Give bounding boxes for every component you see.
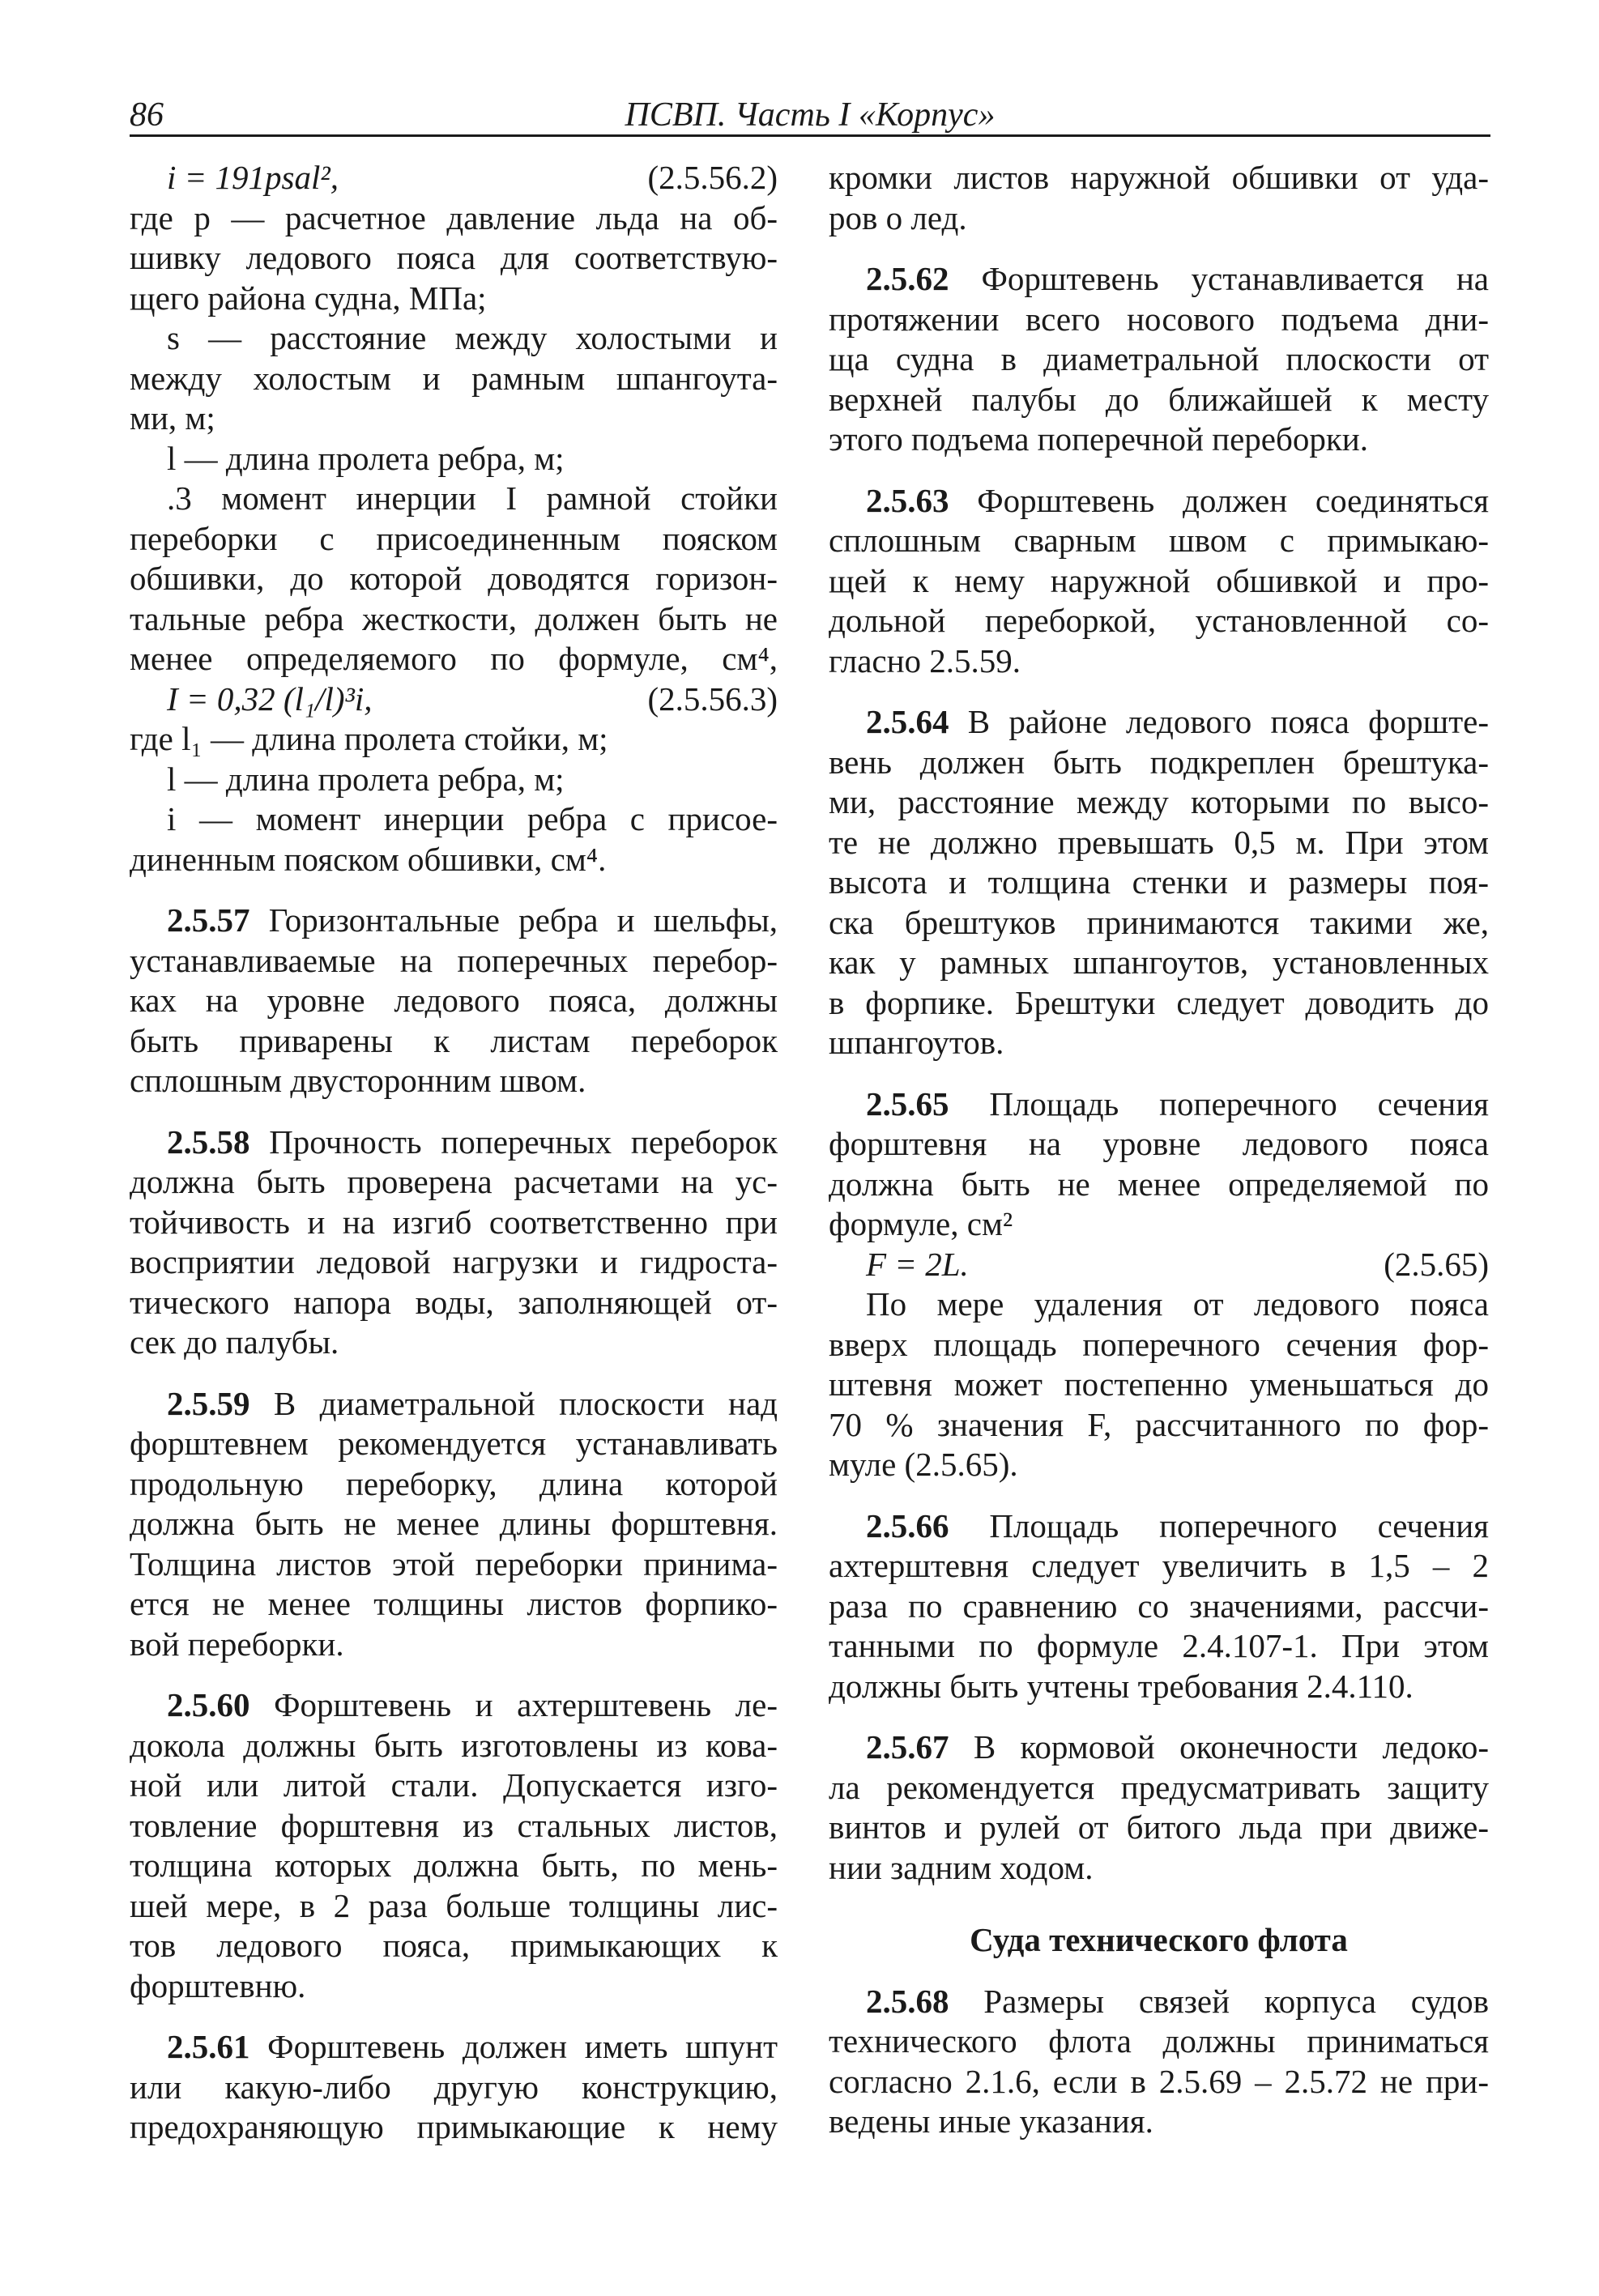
text-line: восприятии ледовой нагрузки и гидроста- <box>130 1243 778 1280</box>
text-line: переборки с присоединенным пояском <box>130 519 778 557</box>
text-line: как у рамных шпангоутов, установленных <box>829 944 1489 981</box>
text-line: s — расстояние между холостыми и <box>167 319 778 356</box>
text-line: высота и толщина стенки и размеры поя- <box>829 863 1489 901</box>
text-line: тов ледового пояса, примыкающих к <box>130 1927 778 1964</box>
section-number: 2.5.66 <box>866 1506 949 1544</box>
text-line: докола должны быть изготовлены из кова- <box>130 1726 778 1764</box>
section-2-5-65 <box>829 1084 1489 1245</box>
text-line: щего района судна, МПа; <box>130 279 487 317</box>
text-line: ми, м; <box>130 399 215 437</box>
text-line: быть приварены к листам переборок <box>130 1021 778 1059</box>
paragraph-i-definition <box>130 799 778 880</box>
text-line: протяжении всего носового подъема дни- <box>829 300 1489 338</box>
text-line: 2.5.59 В диаметральной плоскости над <box>167 1384 778 1422</box>
text-line: 2.5.61 Форштевень должен иметь шпунт <box>167 2028 778 2065</box>
section-2-5-67 <box>829 1727 1489 1888</box>
page-header <box>130 87 1490 138</box>
text-line: 2.5.67 В кормовой оконечности ледоко- <box>866 1728 1490 1766</box>
text-line: этого подъема поперечной переборки. <box>829 420 1368 458</box>
text-line: должна быть не менее определяемой по <box>829 1165 1489 1203</box>
text-line: форштевню. <box>130 1966 306 2004</box>
section-number: 2.5.60 <box>167 1686 250 1723</box>
text-line: 2.5.68 Размеры связей корпуса судов <box>866 1982 1490 2020</box>
text-line: между холостым и рамным шпангоута- <box>130 359 778 397</box>
text-line: тойчивость и на изгиб соответственно при <box>130 1203 778 1241</box>
text-line: Толщина листов этой переборки принима- <box>130 1544 778 1582</box>
text-line: муле (2.5.65). <box>829 1446 1018 1483</box>
equation-formula: I = 0,32 (l₁/l)³i, <box>167 679 373 718</box>
paragraph-l1-definition <box>130 719 778 760</box>
section-number: 2.5.59 <box>167 1384 250 1422</box>
text-line: ках на уровне ледового пояса, должны <box>130 982 778 1019</box>
section-2-5-64 <box>829 702 1489 1063</box>
paragraph-l-definition <box>130 439 778 479</box>
text-line: обшивки, до которой доводятся горизон- <box>130 560 778 597</box>
text-line: верхней палубы до ближайшей к месту <box>829 380 1489 418</box>
text-line: должна быть не менее длины форштевня. <box>130 1505 778 1542</box>
text-line: вой переборки. <box>130 1625 344 1663</box>
text-line: 2.5.66 Площадь поперечного сечения <box>866 1506 1490 1544</box>
section-number: 2.5.65 <box>866 1084 949 1122</box>
paragraph-p-definition <box>130 198 778 319</box>
section-2-5-68 <box>829 1982 1489 2142</box>
equation-number: (2.5.56.3) <box>647 679 778 718</box>
text-line: l — длина пролета ребра, м; <box>167 760 565 798</box>
text-line: должны быть учтены требования 2.4.110. <box>829 1667 1414 1705</box>
text-line: 2.5.58 Прочность поперечных переборок <box>167 1122 778 1161</box>
text-line: 2.5.62 Форштевень устанавливается на <box>866 260 1489 297</box>
text-line: сек до палубы. <box>130 1323 339 1361</box>
text-line: 2.5.60 Форштевень и ахтерштевень ле- <box>167 1686 778 1723</box>
section-2-5-60 <box>130 1685 778 2006</box>
text-line: технического флота должны приниматься <box>829 2022 1489 2060</box>
section-2-5-57 <box>130 901 778 1101</box>
text-line: форштевнем рекомендуется устанавливать <box>130 1425 778 1462</box>
text-line: винтов и рулей от битого льда при движе- <box>829 1808 1489 1846</box>
section-2-5-58 <box>130 1122 778 1363</box>
section-number: 2.5.61 <box>167 2028 250 2065</box>
section-2-5-62 <box>829 259 1489 460</box>
text-line: или какую-либо другую конструкцию, <box>130 2068 778 2106</box>
text-line: толщина которых должна быть, по мень- <box>130 1847 778 1884</box>
text-line: где p — расчетное давление льда на об- <box>130 198 778 236</box>
section-2-5-61 <box>130 2027 778 2148</box>
equation-2-5-56-2 <box>130 158 778 198</box>
paragraph-s-definition <box>130 318 778 439</box>
text-line: ахтерштевня следует увеличить в 1,5 – 2 <box>829 1547 1489 1584</box>
text-line: должна быть проверена расчетами на ус- <box>130 1163 778 1200</box>
right-column <box>829 158 1489 2142</box>
text-line: 70 % значения F, рассчитанного по фор- <box>829 1405 1489 1443</box>
header-rule <box>130 134 1490 137</box>
equation-number: (2.5.65) <box>1384 1245 1489 1283</box>
text-line: нии задним ходом. <box>829 1848 1094 1886</box>
text-line: штевня может постепенно уменьшаться до <box>829 1365 1489 1403</box>
running-title: ПСВП. Часть I «Корпус» <box>625 96 996 134</box>
text-line: l — длина пролета ребра, м; <box>167 439 565 477</box>
text-line: раза по сравнению со значениями, рассчи- <box>829 1587 1489 1625</box>
section-number: 2.5.58 <box>167 1122 250 1161</box>
text-line: ной или литой стали. Допускается изго- <box>130 1766 778 1804</box>
text-line: шей мере, в 2 раза больше толщины лис- <box>130 1886 778 1924</box>
text-line: где l₁ — длина пролета стойки, м; <box>130 720 608 757</box>
text-line: сплошным сварным швом с примыкаю- <box>829 522 1489 559</box>
text-line: тического напора воды, заполняющей от- <box>130 1283 778 1321</box>
text-line: форштевня на уровне ледового пояса <box>829 1125 1489 1162</box>
paragraph-area-reduction <box>829 1284 1489 1485</box>
text-line: сплошным двусторонним швом. <box>130 1062 586 1099</box>
text-line: танными по формуле 2.4.107-1. При этом <box>829 1627 1489 1664</box>
text-line: ведены иные указания. <box>829 2102 1153 2140</box>
text-line: 2.5.63 Форштевень должен соединяться <box>866 481 1490 519</box>
text-line: вверх площадь поперечного сечения фор- <box>829 1325 1489 1363</box>
text-line: предохраняющую примыкающие к нему <box>130 2108 778 2145</box>
section-2-5-61-continued <box>829 158 1489 238</box>
equation-formula: F = 2L. <box>866 1245 969 1283</box>
section-number: 2.5.67 <box>866 1728 949 1766</box>
text-line: ла рекомендуется предусматривать защиту <box>829 1768 1489 1806</box>
text-line: согласно 2.1.6, если в 2.5.69 – 2.5.72 не при- <box>829 2062 1489 2100</box>
paragraph-moment-inertia <box>130 479 778 679</box>
text-line: 2.5.65 Площадь поперечного сечения <box>866 1084 1490 1122</box>
equation-number: (2.5.56.2) <box>647 159 778 196</box>
text-line: ров о лед. <box>829 198 967 236</box>
text-line: 2.5.57 Горизонтальные ребра и шельфы, <box>167 901 778 939</box>
text-line: продольную переборку, длина которой <box>130 1464 778 1502</box>
text-line: дольной переборкой, установленной со- <box>829 602 1489 639</box>
section-2-5-66 <box>829 1506 1489 1707</box>
text-line: в форпике. Брештуки следует доводить до <box>829 983 1489 1021</box>
section-2-5-59 <box>130 1384 778 1665</box>
text-line: гласно 2.5.59. <box>829 641 1021 679</box>
text-line: i — момент инерции ребра с присое- <box>167 800 778 837</box>
left-column <box>130 158 778 2148</box>
text-line: кромки листов наружной обшивки от уда- <box>829 159 1489 196</box>
text-line: менее определяемого по формуле, см⁴, <box>130 640 778 677</box>
text-line: тальные ребра жесткости, должен быть не <box>130 599 778 637</box>
page-number: 86 <box>130 96 164 134</box>
section-number: 2.5.62 <box>866 260 949 297</box>
section-number: 2.5.63 <box>866 481 949 519</box>
section-2-5-63 <box>829 481 1489 682</box>
text-line: ща судна в диаметральной плоскости от <box>829 340 1489 377</box>
text-line: ется не менее толщины листов форпико- <box>130 1585 778 1622</box>
text-line: шпангоутов. <box>829 1024 1004 1061</box>
text-line: те не должно превышать 0,5 м. При этом <box>829 823 1489 861</box>
text-line: .3 момент инерции I рамной стойки <box>167 479 778 517</box>
section-number: 2.5.64 <box>866 703 949 740</box>
text-line: щей к нему наружной обшивкой и про- <box>829 561 1489 599</box>
paragraph-l-definition-2 <box>130 760 778 800</box>
text-line: 2.5.64 В районе ледового пояса форште- <box>866 703 1490 740</box>
equation-formula: i = 191psal², <box>167 159 339 196</box>
text-line: По мере удаления от ледового пояса <box>866 1285 1489 1323</box>
equation-2-5-65 <box>829 1245 1489 1285</box>
section-number: 2.5.57 <box>167 901 250 939</box>
equation-2-5-56-3 <box>130 679 778 720</box>
text-line: ми, расстояние между которыми по высо- <box>829 783 1489 820</box>
text-line: устанавливаемые на поперечных перебор- <box>130 941 778 979</box>
text-line: ска брештуков принимаются такими же, <box>829 903 1489 941</box>
text-line: вень должен быть подкреплен брештука- <box>829 743 1489 781</box>
text-line: товление форштевня из стальных листов, <box>130 1806 778 1844</box>
section-heading: Суда технического флота <box>970 1921 1348 1958</box>
section-number: 2.5.68 <box>866 1982 949 2020</box>
text-line: формуле, см² <box>829 1205 1013 1242</box>
text-line: диненным пояском обшивки, см⁴. <box>130 840 607 878</box>
text-line: шивку ледового пояса для соответствую- <box>130 239 778 276</box>
